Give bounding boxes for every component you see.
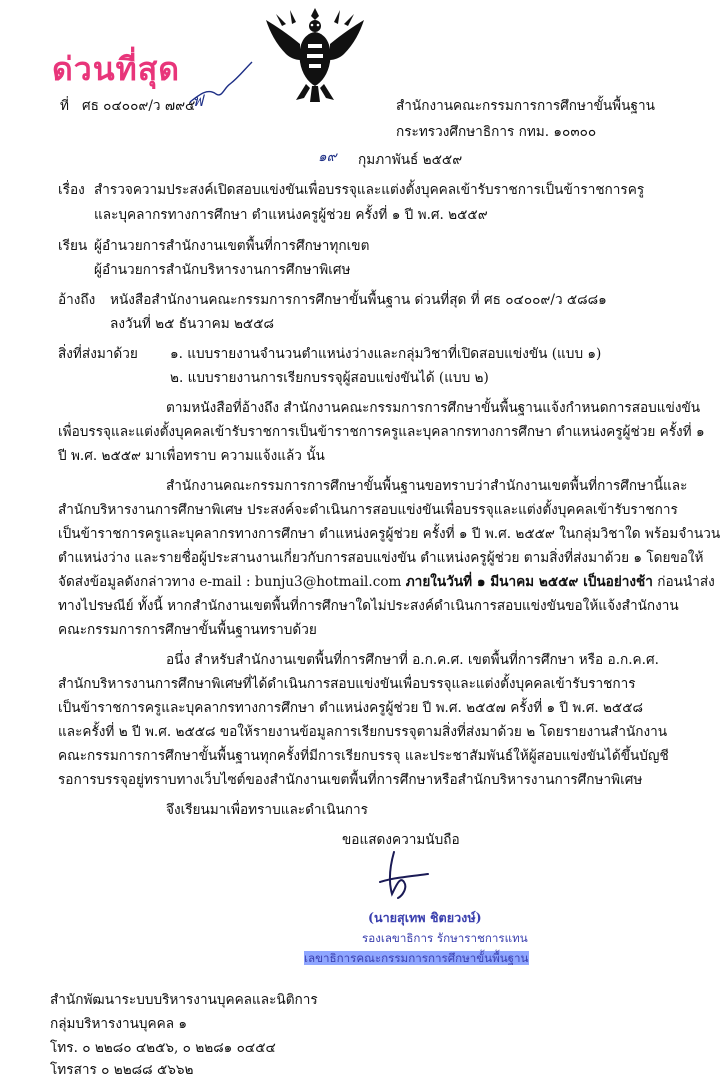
signatory-title-1: รองเลขาธิการ รักษาราชการแทน (362, 931, 528, 945)
footer-fax: โทรสาร ๐ ๒๒๘๘ ๕๖๖๒ (50, 1062, 194, 1078)
para1-line: ตามหนังสือที่อ้างถึง สำนักงานคณะกรรมการการศึกษาขั้นพื้นฐานแจ้งกำหนดการสอบแข่งขัน (166, 400, 701, 416)
enclosure-item-1: ๑. แบบรายงานจำนวนตำแหน่งว่างและกลุ่มวิชาที่เปิดสอบแข่งขัน (แบบ ๑) (170, 346, 602, 362)
subject-label: เรื่อง (58, 182, 85, 198)
deadline-text: ภายในวันที่ ๑ มีนาคม ๒๕๕๙ เป็นอย่างช้า (405, 574, 653, 590)
para2-line: สำนักงานคณะกรรมการการศึกษาขั้นพื้นฐานขอทราบว่าสำนักงานเขตพื้นที่การศึกษานี้และ (166, 478, 688, 494)
handwritten-signature (372, 846, 432, 902)
para1-line: เพื่อบรรจุและแต่งตั้งบุคคลเข้ารับราชการเป็นข้าราชการครูและบุคลากรทางการศึกษา ตำแหน่งครูผู้ช่วย ครั้งที่ ๑ (58, 424, 705, 440)
reference-label: อ้างถึง (58, 292, 96, 308)
reference-line-1: หนังสือสำนักงานคณะกรรมการการศึกษาขั้นพื้นฐาน ด่วนที่สุด ที่ ศธ ๐๔๐๐๙/ว ๕๘๘๑ (110, 292, 607, 308)
document-ref (60, 94, 195, 116)
date-rest: กุมภาพันธ์ ๒๕๕๙ (358, 152, 463, 168)
subject-line-1: สำรวจความประสงค์เปิดสอบแข่งขันเพื่อบรรจุและแต่งตั้งบุคคลเข้ารับราชการเป็นข้าราชการครู (94, 182, 645, 198)
signatory-title-2-text: เลขาธิการคณะกรรมการการศึกษาขั้นพื้นฐาน (304, 951, 529, 965)
para2-line: สำนักบริหารงานการศึกษาพิเศษ ประสงค์จะดำเนินการสอบแข่งขันเพื่อบรรจุและแต่งตั้งบุคคลเข้ารับราชการ (58, 502, 678, 518)
footer-group: กลุ่มบริหารงานบุคคล ๑ (50, 1016, 188, 1032)
para2-line: คณะกรรมการการศึกษาขั้นพื้นฐานทราบด้วย (58, 622, 317, 638)
para2-line: ทางไปรษณีย์ ทั้งนี้ หากสำนักงานเขตพื้นที่การศึกษาใดไม่ประสงค์ดำเนินการสอบแข่งขันขอให้แจ้งสำนักงาน (58, 598, 679, 614)
para3-line: รอการบรรจุอยู่ทราบทางเว็บไซต์ของสำนักงานเขตพื้นที่การศึกษาหรือสำนักบริหารงานการศึกษาพิเศษ (58, 772, 643, 788)
ref-number: ศธ ๐๔๐๐๙/ว ๗๙๕ (81, 98, 196, 114)
handwritten-initials: ฟ (192, 91, 204, 110)
para3-line: และครั้งที่ ๒ ปี พ.ศ. ๒๕๕๘ ขอให้รายงานข้อมูลการเรียกบรรจุตามสิ่งที่ส่งมาด้วย ๒ โดยรายงานสำนักงาน (58, 724, 668, 740)
signatory-name: (นายสุเทพ ชิตยวงษ์) (368, 910, 482, 925)
enclosure-item-2: ๒. แบบรายงานการเรียกบรรจุผู้สอบแข่งขันได้ (แบบ ๒) (170, 370, 489, 386)
signatory-title-2 (304, 950, 529, 968)
urgent-stamp: ด่วนที่สุด (52, 50, 181, 88)
para2-line: เป็นข้าราชการครูและบุคลากรทางการศึกษา ตำแหน่งครูผู้ช่วย ครั้งที่ ๑ ปี พ.ศ. ๒๕๕๙ ในกลุ่มวิชาใด พร้อมจำนวน (58, 526, 720, 542)
para3-line: อนึ่ง สำหรับสำนักงานเขตพื้นที่การศึกษาที่ อ.ก.ค.ศ. เขตพื้นที่การศึกษา หรือ อ.ก.ค.ศ. (166, 652, 659, 668)
recipient-label: เรียน (58, 238, 88, 254)
recipient-line-2: ผู้อำนวยการสำนักบริหารงานการศึกษาพิเศษ (94, 262, 351, 278)
garuda-emblem (262, 4, 368, 104)
issuer-line-2: กระทรวงศึกษาธิการ กทม. ๑๐๓๐๐ (396, 124, 597, 140)
footer-office: สำนักพัฒนาระบบบริหารงานบุคคลและนิติการ (50, 992, 318, 1008)
reference-line-2: ลงวันที่ ๒๕ ธันวาคม ๒๕๕๘ (110, 316, 275, 332)
closing-request: จึงเรียนมาเพื่อทราบและดำเนินการ (166, 802, 368, 818)
footer-phone: โทร. ๐ ๒๒๘๐ ๔๒๕๖, ๐ ๒๒๘๑ ๐๔๕๔ (50, 1040, 276, 1056)
para3-line: เป็นข้าราชการครูและบุคลากรทางการศึกษา ตำแหน่งครูผู้ช่วย ปี พ.ศ. ๒๕๕๗ ครั้งที่ ๑ ปี พ.ศ. ๒๕๕๘ (58, 700, 643, 716)
para1-line: ปี พ.ศ. ๒๕๕๙ มาเพื่อทราบ ความแจ้งแล้ว นั้น (58, 448, 325, 464)
para3-line: คณะกรรมการการศึกษาขั้นพื้นฐานทุกครั้งที่มีการเรียกบรรจุ และประชาสัมพันธ์ให้ผู้สอบแข่งขันได้ขึ้นบัญชี (58, 748, 669, 764)
post-deadline-text: ก่อนนำส่ง (652, 574, 715, 590)
closing: ขอแสดงความนับถือ (342, 832, 460, 848)
enclosures-label: สิ่งที่ส่งมาด้วย (58, 346, 138, 362)
recipient-line-1: ผู้อำนวยการสำนักงานเขตพื้นที่การศึกษาทุกเขต (94, 238, 370, 254)
para2-line: ตำแหน่งว่าง และรายชื่อผู้ประสานงานเกี่ยวกับการสอบแข่งขัน ตำแหน่งครูผู้ช่วย ตามสิ่งที่ส่งมาด้วย ๑ โดยขอให้ (58, 550, 704, 566)
para2-line-deadline (58, 570, 715, 592)
issuer-line-1: สำนักงานคณะกรรมการการศึกษาขั้นพื้นฐาน (396, 98, 655, 114)
initials-scribble (186, 58, 256, 110)
para3-line: สำนักบริหารงานการศึกษาพิเศษที่ได้ดำเนินการสอบแข่งขันเพื่อบรรจุและแต่งตั้งบุคคลเข้ารับราชการ (58, 676, 636, 692)
email-text: จัดส่งข้อมูลดังกล่าวทาง e-mail : bunju3@hotmail.com (58, 574, 406, 590)
ref-label: ที่ (60, 98, 69, 114)
date-day: ๑๙ (318, 149, 337, 165)
subject-line-2: และบุคลากรทางการศึกษา ตำแหน่งครูผู้ช่วย ครั้งที่ ๑ ปี พ.ศ. ๒๕๕๙ (94, 207, 488, 223)
